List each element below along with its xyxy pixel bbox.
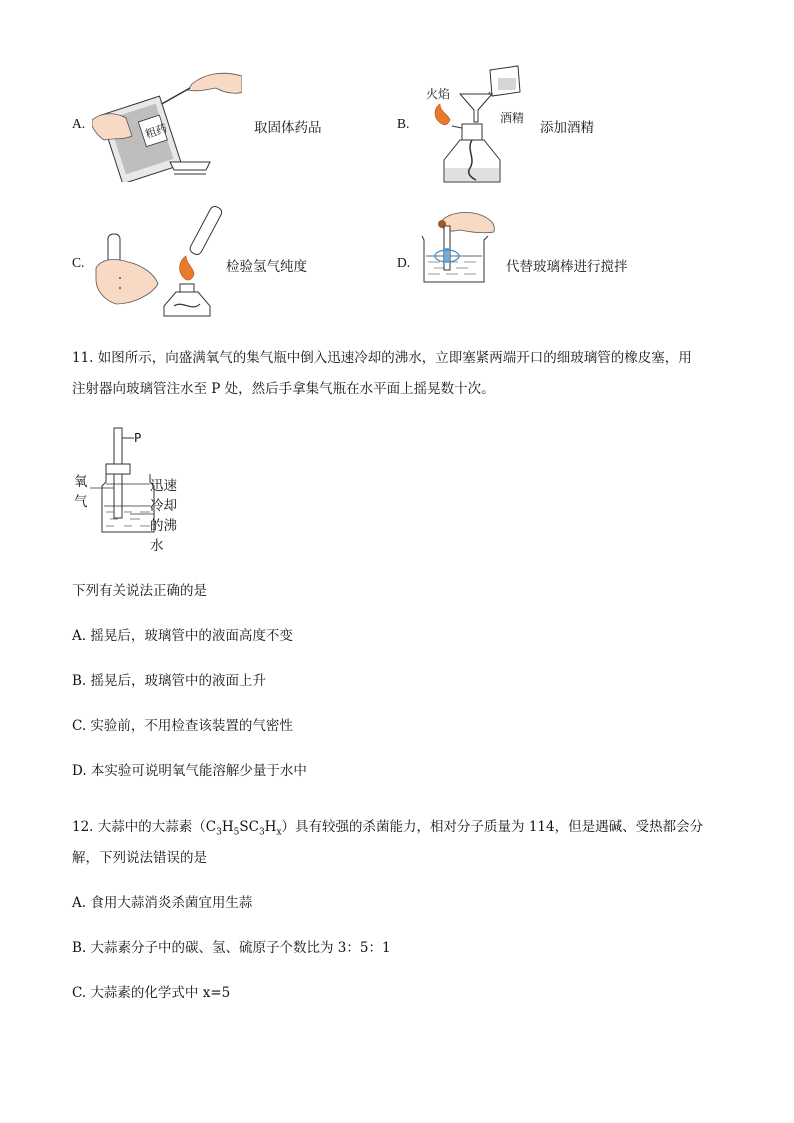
option-b-letter: B. <box>397 116 410 131</box>
oxygen-label-1: 氧 <box>74 474 88 490</box>
figure-test-hydrogen-purity <box>94 204 224 324</box>
q12-stem-line2: 解，下列说法错误的是 <box>72 850 207 866</box>
figure-take-solid-drug <box>92 66 242 186</box>
boiling-water-label-4: 水 <box>150 538 164 554</box>
bottle-label: 粗药 <box>143 121 169 141</box>
option-d-caption: 代替玻璃棒进行搅拌 <box>506 259 628 275</box>
oxygen-label-2: 气 <box>74 494 88 510</box>
boiling-water-label-1: 迅速 <box>150 478 177 494</box>
option-a-letter: A. <box>72 116 86 131</box>
q12-option-c: C. 大蒜素的化学式中 x=5 <box>72 985 231 1001</box>
option-a-caption: 取固体药品 <box>254 120 322 136</box>
q11-prompt: 下列有关说法正确的是 <box>72 583 207 599</box>
q12-stem-pre: 12. 大蒜中的大蒜素（ <box>72 819 206 835</box>
q11-option-c: C. 实验前，不用检查该装置的气密性 <box>72 718 293 734</box>
q11-stem-line1: 11. 如图所示，向盛满氧气的集气瓶中倒入迅速冷却的沸水，立即塞紧两端开口的细玻璃管的橡皮塞，用 <box>72 350 692 366</box>
q11-option-b: B. 摇晃后，玻璃管中的液面上升 <box>72 673 267 689</box>
alcohol-label: 酒精 <box>500 111 525 125</box>
boiling-water-label-3: 的沸 <box>150 518 177 534</box>
option-d-letter: D. <box>397 255 411 270</box>
option-c-letter: C. <box>72 255 85 270</box>
q12-option-a: A. 食用大蒜消炎杀菌宜用生蒜 <box>72 895 253 911</box>
q12-option-b: B. 大蒜素分子中的碳、氢、硫原子个数比为 3：5：1 <box>72 940 391 956</box>
q12-stem-line1 <box>72 815 703 838</box>
q12-formula: $C_3H_5SC_3H_x$ <box>205 819 282 838</box>
option-c-caption: 检验氢气纯度 <box>226 259 307 275</box>
point-p-label: P <box>134 431 142 445</box>
figure-stir-with-thermometer <box>418 210 498 290</box>
option-b-caption: 添加酒精 <box>540 120 594 136</box>
q11-stem-line2: 注射器向玻璃管注水至 P 处，然后手拿集气瓶在水平面上摇晃数十次。 <box>72 381 495 397</box>
boiling-water-label-2: 冷却 <box>150 498 177 514</box>
q11-option-d: D. 本实验可说明氧气能溶解少量于水中 <box>72 763 307 779</box>
figure-add-alcohol <box>420 64 540 192</box>
q12-stem-post: ）具有较强的杀菌能力，相对分子质量为 114，但是遇碱、受热都会分 <box>281 819 704 835</box>
q11-option-a: A. 摇晃后，玻璃管中的液面高度不变 <box>72 628 293 644</box>
flame-label: 火焰 <box>426 87 451 101</box>
